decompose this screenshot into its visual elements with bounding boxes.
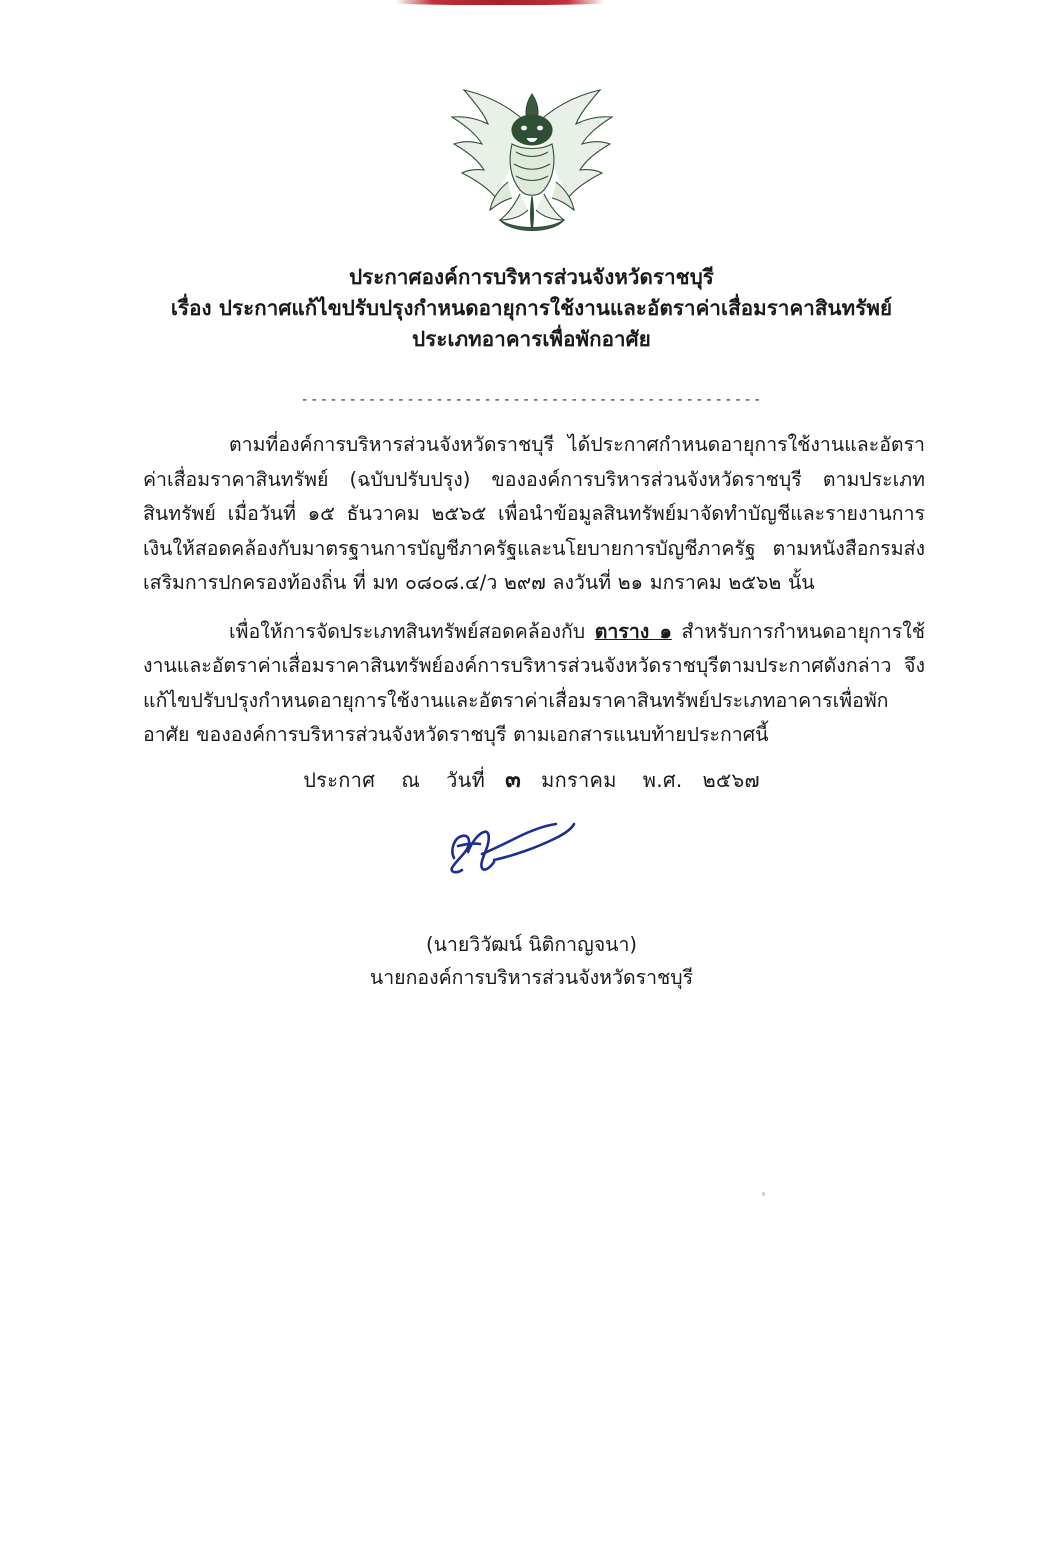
signature-mark bbox=[432, 812, 632, 882]
dateline-date-label: วันที่ bbox=[446, 768, 486, 792]
heading-line-2: เรื่อง ประกาศแก้ไขปรับปรุงกำหนดอายุการใช้งานและอัตราค่าเสื่อมราคาสินทรัพย์ bbox=[170, 296, 893, 320]
scan-speck bbox=[762, 1192, 765, 1196]
signer-position: นายกองค์การบริหารส่วนจังหวัดราชบุรี bbox=[369, 966, 694, 989]
paragraph-2-suffix: สำหรับการกำหนดอายุการใช้งานและอัตราค่าเสื่อมราคาสินทรัพย์องค์การบริหารส่วนจังหวัดราชบุรีตามประกาศดังกล่าว จึงแก้ไขปรับปรุงกำหนดอายุการใช้งานและอัตราค่าเสื่อมราคาสินทรัพย์ประเภทอาคารเพื่อพักอาศัย ขององค์การบริหารส่วนจังหวัดราชบุรี ตามเอกสารแนบท้ายประกาศนี้ bbox=[143, 619, 925, 746]
dateline-at-label: ณ bbox=[401, 768, 421, 792]
dateline-year-prefix: พ.ศ. bbox=[642, 768, 683, 792]
signature-container bbox=[0, 812, 1063, 892]
paragraph-2-prefix: เพื่อให้การจัดประเภทสินทรัพย์สอดคล้องกับ bbox=[229, 619, 595, 643]
document-body bbox=[143, 428, 925, 763]
table-reference: ตาราง ๑ bbox=[594, 619, 672, 643]
paragraph-1-text: ตามที่องค์การบริหารส่วนจังหวัดราชบุรี ได้ประกาศกำหนดอายุการใช้งานและอัตราค่าเสื่อมราคาสินทรัพย์ (ฉบับปรับปรุง) ขององค์การบริหารส่วนจังหวัดราชบุรี ตามประเภทสินทรัพย์ เมื่อวันที่ ๑๕ ธันวาคม ๒๕๖๕ เพื่อนำข้อมูลสินทรัพย์มาจัดทำบัญชีและรายงานการเงินให้สอดคล้องกับมาตรฐานการบัญชีภาครัฐและนโยบายการบัญชีภาครัฐ ตามหนังสือกรมส่งเสริมการปกครองท้องถิ่น ที่ มท ๐๘๐๘.๔/ว ๒๙๗ ลงวันที่ ๒๑ มกราคม ๒๕๖๒ นั้น bbox=[143, 433, 925, 594]
garuda-emblem bbox=[442, 78, 622, 246]
heading-line-3: ประเภทอาคารเพื่อพักอาศัย bbox=[412, 327, 651, 351]
dateline-announce-label: ประกาศ bbox=[303, 768, 376, 792]
dateline-day: ๓ bbox=[505, 767, 522, 793]
emblem-container bbox=[0, 78, 1063, 250]
signer-block bbox=[0, 928, 1063, 994]
dateline bbox=[0, 762, 1063, 798]
paragraph-2 bbox=[143, 615, 925, 753]
paragraph-1 bbox=[143, 428, 925, 601]
heading-line-1: ประกาศองค์การบริหารส่วนจังหวัดราชบุรี bbox=[349, 265, 714, 289]
document-heading bbox=[0, 262, 1063, 355]
signer-name: (นายวิวัฒน์ นิติกาญจนา) bbox=[425, 933, 638, 956]
heading-separator: ------------------------------------------------ bbox=[300, 392, 763, 408]
dateline-year: ๒๕๖๗ bbox=[702, 768, 760, 792]
dateline-month: มกราคม bbox=[541, 768, 617, 792]
